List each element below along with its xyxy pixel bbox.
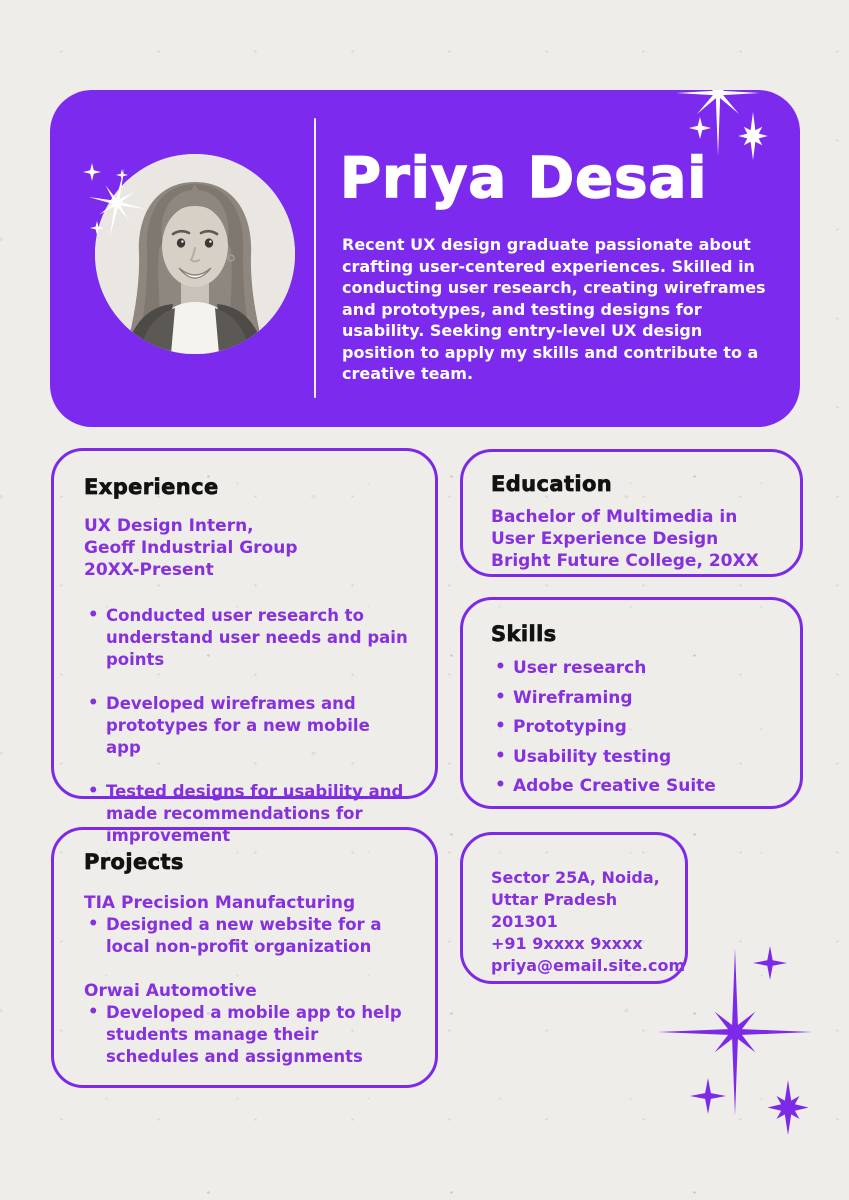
contact-email: priya@email.site.com — [491, 956, 686, 975]
experience-title: Experience — [84, 475, 219, 499]
bullet-icon: • — [88, 693, 99, 712]
sparkle-icon — [90, 221, 104, 235]
sparkle-icon — [116, 169, 128, 181]
skills-title: Skills — [491, 622, 557, 646]
education-school: Bright Future College, 20XX — [491, 551, 759, 571]
sparkle-icon — [689, 117, 711, 139]
contact-address-line1: Sector 25A, Noida, — [491, 868, 660, 887]
skill-item: • Adobe Creative Suite — [495, 775, 716, 796]
projects-card — [51, 827, 438, 1088]
project-bullet: • Developed a mobile app to help students manage their schedules and assignments — [88, 1002, 402, 1066]
skill-item: • Wireframing — [495, 686, 633, 708]
skill-item: • Prototyping — [495, 716, 627, 737]
experience-company: Geoff Industrial Group — [84, 538, 298, 558]
skills-card — [460, 597, 803, 809]
education-title: Education — [491, 472, 613, 496]
bullet-icon: • — [495, 775, 506, 795]
sparkle-icon — [690, 1078, 726, 1114]
skill-item: • User research — [495, 657, 647, 678]
bullet-icon: • — [88, 781, 99, 800]
project-bullet: • Designed a new website for a local non-profit organization — [88, 914, 382, 956]
projects-title: Projects — [84, 850, 184, 874]
project-name: Orwai Automotive — [84, 981, 257, 1001]
project-name: TIA Precision Manufacturing — [84, 893, 356, 913]
header-divider — [314, 118, 316, 398]
sparkle-icon — [753, 946, 787, 980]
experience-bullet: • Tested designs for usability and made recommendations for improvement — [88, 781, 404, 845]
sparkle-icon — [763, 1080, 813, 1135]
contact-address-line2: Uttar Pradesh 201301 — [491, 890, 618, 931]
page-title: Priya Desai — [340, 146, 708, 211]
bullet-icon: • — [495, 686, 506, 707]
bullet-icon: • — [495, 657, 506, 677]
experience-bullet: • Conducted user research to understand user needs and pain points — [88, 605, 408, 669]
bullet-icon: • — [88, 914, 99, 933]
education-card — [460, 449, 803, 577]
bio-text: Recent UX design graduate passionate about crafting user-centered experiences. Skilled in conducting user research, creating wireframes and prototypes, and testing designs for usability. Seeking entry-level UX design position to apply my skills and contribute to a creative team. — [342, 235, 766, 383]
contact-phone: +91 9xxxx 9xxxx — [491, 934, 643, 953]
education-degree: Bachelor of Multimedia in User Experience Design — [491, 507, 738, 549]
experience-role: UX Design Intern, — [84, 516, 254, 536]
experience-card — [51, 448, 438, 845]
sparkle-icon — [83, 163, 101, 181]
bullet-icon: • — [88, 605, 99, 624]
skill-item: • Usability testing — [495, 745, 672, 767]
experience-bullet: • Developed wireframes and prototypes for a new mobile app — [88, 693, 370, 757]
experience-dates: 20XX-Present — [84, 560, 214, 580]
bullet-icon: • — [495, 716, 506, 736]
header-banner — [50, 90, 800, 427]
bullet-icon: • — [495, 745, 506, 766]
bullet-icon: • — [88, 1002, 99, 1021]
